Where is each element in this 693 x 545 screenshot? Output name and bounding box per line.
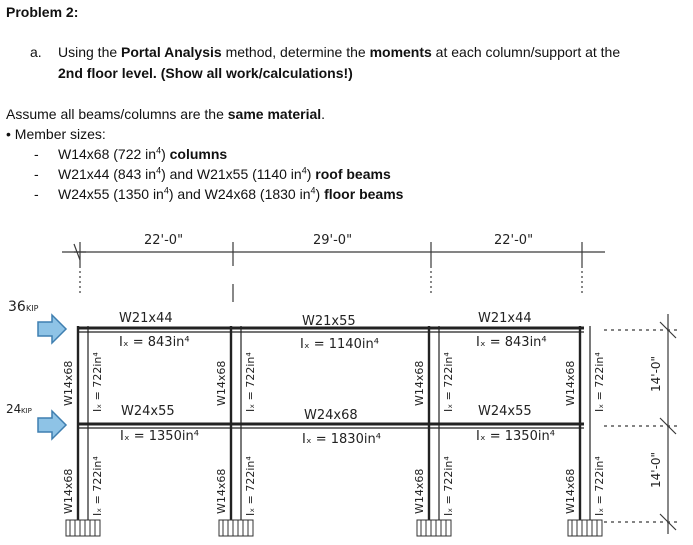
member-text: ) bbox=[161, 146, 170, 162]
column-inertia-label: Iₓ = 722in⁴ bbox=[244, 352, 257, 412]
member-floor-beams bbox=[34, 186, 403, 202]
same-material-keyword: same material bbox=[227, 106, 322, 122]
assumption-period: . bbox=[321, 106, 326, 122]
column-inertia-label: Iₓ = 722in⁴ bbox=[593, 456, 606, 516]
member-text: ) bbox=[306, 166, 316, 182]
height-label-lower: 14'-0" bbox=[649, 451, 663, 488]
portal-frame-diagram bbox=[0, 222, 693, 545]
floor-beam-left-inertia: Iₓ = 1350in⁴ bbox=[120, 429, 199, 444]
member-sizes-heading: • Member sizes: bbox=[6, 126, 106, 142]
column-inertia-label: Iₓ = 722in⁴ bbox=[91, 352, 104, 412]
assumption-text: Assume all beams/columns are the bbox=[6, 106, 228, 122]
floor-load-unit: KIP bbox=[21, 407, 32, 415]
column-size-label: W14x68 bbox=[413, 468, 426, 514]
floor-beam-left-size: W24x55 bbox=[121, 404, 175, 419]
column-inertia-label: Iₓ = 722in⁴ bbox=[442, 352, 455, 412]
assumption-line bbox=[6, 106, 325, 122]
moments-keyword: moments bbox=[369, 44, 432, 60]
exponent: 4 bbox=[301, 165, 307, 176]
column-size-label: W14x68 bbox=[62, 360, 75, 406]
floor-beam-middle-size: W24x68 bbox=[304, 408, 358, 423]
roof-beam-middle-size: W21x55 bbox=[302, 314, 356, 329]
floor-load-arrow bbox=[38, 411, 66, 439]
roof-beam-right-inertia: Iₓ = 843in⁴ bbox=[476, 335, 547, 350]
height-label-upper: 14'-0" bbox=[649, 355, 663, 392]
question-marker: a. bbox=[30, 44, 42, 60]
member-text: ) and W21x55 (1140 in bbox=[161, 166, 302, 182]
columns-keyword: columns bbox=[169, 146, 228, 162]
span-dimension-line bbox=[62, 242, 605, 302]
column-inertia-label: Iₓ = 722in⁴ bbox=[244, 456, 257, 516]
method-name: Portal Analysis bbox=[121, 44, 222, 60]
column-size-label: W14x68 bbox=[564, 468, 577, 514]
column-size-label: W14x68 bbox=[413, 360, 426, 406]
floor-beam-right-size: W24x55 bbox=[478, 404, 532, 419]
floor-load-value: 24 bbox=[6, 402, 22, 416]
roof-beams-keyword: roof beams bbox=[315, 166, 391, 182]
roof-load-unit: KIP bbox=[26, 304, 39, 313]
column-size-label: W14x68 bbox=[564, 360, 577, 406]
dash-bullet: - bbox=[34, 186, 39, 202]
floor-beams-keyword: floor beams bbox=[324, 186, 404, 202]
roof-load-value: 36 bbox=[8, 299, 26, 315]
roof-beam-right-size: W21x44 bbox=[478, 311, 532, 326]
column-inertia-label: Iₓ = 722in⁴ bbox=[593, 352, 606, 412]
member-columns bbox=[34, 146, 227, 162]
dash-bullet: - bbox=[34, 146, 39, 162]
question-text: method, determine the bbox=[221, 44, 370, 60]
member-text: W21x44 (843 in bbox=[58, 166, 157, 182]
question-text: Using the bbox=[58, 44, 122, 60]
column-size-label: W14x68 bbox=[62, 468, 75, 514]
roof-load-arrow bbox=[38, 315, 66, 343]
exponent: 4 bbox=[156, 145, 162, 156]
floor-beam-middle-inertia: Iₓ = 1830in⁴ bbox=[302, 432, 381, 447]
roof-beam-left-inertia: Iₓ = 843in⁴ bbox=[119, 335, 190, 350]
height-dimension-line bbox=[604, 314, 678, 534]
span-label-middle: 29'-0" bbox=[313, 233, 353, 248]
member-text: ) and W24x68 (1830 in bbox=[168, 186, 311, 202]
column-size-label: W14x68 bbox=[215, 360, 228, 406]
roof-beam-middle-inertia: Iₓ = 1140in⁴ bbox=[300, 337, 379, 352]
exponent: 4 bbox=[156, 165, 162, 176]
question-line-1 bbox=[58, 44, 620, 60]
member-roof-beams bbox=[34, 166, 391, 182]
question-text: at each column/support at the bbox=[431, 44, 621, 60]
member-text: W24x55 (1350 in bbox=[58, 186, 164, 202]
span-label-left: 22'-0" bbox=[144, 233, 184, 248]
column-inertia-label: Iₓ = 722in⁴ bbox=[442, 456, 455, 516]
problem-title: Problem 2: bbox=[6, 4, 79, 20]
floor-beam-right-inertia: Iₓ = 1350in⁴ bbox=[476, 429, 555, 444]
column-inertia-label: Iₓ = 722in⁴ bbox=[91, 456, 104, 516]
column-size-label: W14x68 bbox=[215, 468, 228, 514]
question-line-2: 2nd floor level. (Show all work/calculations!) bbox=[58, 65, 353, 81]
floor-beam-line bbox=[78, 424, 584, 428]
exponent: 4 bbox=[310, 185, 316, 196]
member-text: W14x68 (722 in bbox=[58, 146, 157, 162]
span-label-right: 22'-0" bbox=[494, 233, 534, 248]
member-text: ) bbox=[315, 186, 325, 202]
exponent: 4 bbox=[163, 185, 169, 196]
fixed-supports bbox=[66, 520, 602, 536]
roof-beam-left-size: W21x44 bbox=[119, 311, 173, 326]
dash-bullet: - bbox=[34, 166, 39, 182]
